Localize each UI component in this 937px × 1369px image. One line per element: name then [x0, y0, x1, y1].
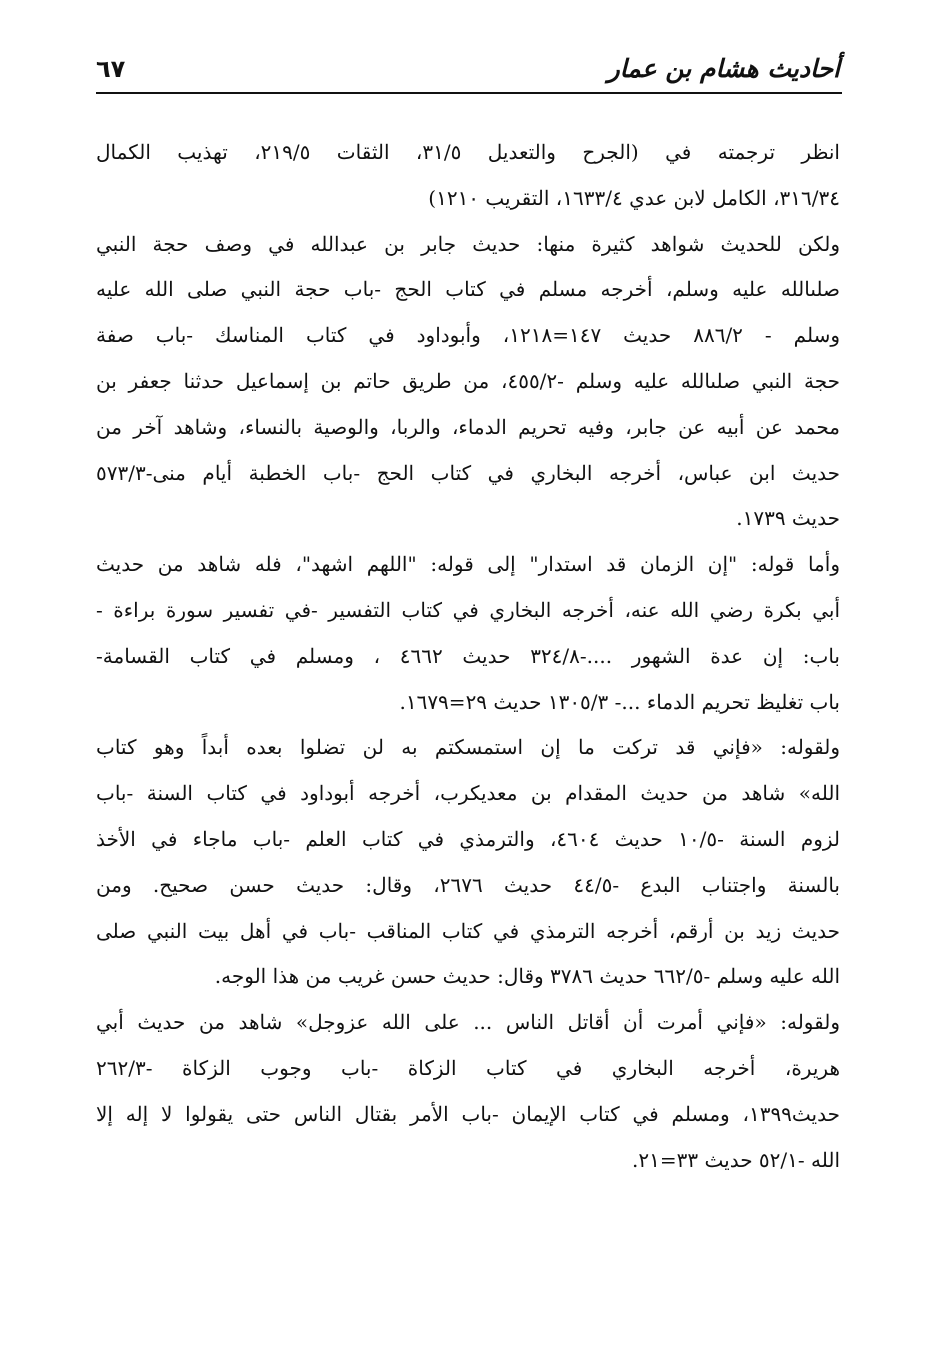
text-line: باب تغليظ تحريم الدماء ...- ١٣٠٥/٣ حديث ٢٩=١٦٧٩. — [399, 689, 840, 714]
text-line: بالسنة واجتناب البدع -٤٤/٥ حديث ٢٦٧٦، وقال: حديث حسن صحيح. ومن — [96, 872, 840, 897]
running-title: أحاديث هشام بن عمار — [607, 54, 840, 83]
text-line: الله عليه وسلم -٦٦٢/٥ حديث ٣٧٨٦ وقال: حديث حسن غريب من هذا الوجه. — [214, 964, 840, 989]
page-header — [96, 52, 840, 88]
text-line: ولكن للحديث شواهد كثيرة منها: حديث جابر بن عبدالله في وصف حجة النبي — [96, 231, 840, 256]
text-line: صلىالله عليه وسلم، أخرجه مسلم في كتاب الحج -باب حجة النبي صلى الله عليه — [96, 277, 840, 302]
body-text — [96, 130, 840, 1183]
text-line: حديث١٣٩٩، ومسلم في كتاب الإيمان -باب الأمر بقتال الناس حتى يقولوا لا إله إلا — [96, 1101, 840, 1126]
text-line: محمد عن أبيه عن جابر، وفيه تحريم الدماء، والربا، والوصية بالنساء، وشاهد آخر من — [96, 414, 840, 439]
text-line: الله» شاهد من حديث المقدام بن معديكرب، أخرجه أبوداود في كتاب السنة -باب — [96, 781, 840, 806]
text-line: حديث ابن عباس، أخرجه البخاري في كتاب الحج -باب الخطبة أيام منى-٥٧٣/٣ — [96, 460, 840, 485]
text-line: أبي بكرة رضي الله عنه، أخرجه البخاري في كتاب التفسير -في تفسير سورة براءة - — [96, 597, 840, 622]
text-line: حديث ١٧٣٩. — [736, 506, 840, 531]
text-line: باب: إن عدة الشهور ....-٣٢٤/٨ حديث ٤٦٦٢ ، ومسلم في كتاب القسامة- — [96, 643, 840, 668]
page-number: ٦٧ — [96, 55, 126, 83]
text-line: حجة النبي صلىالله عليه وسلم -٤٥٥/٢، من طريق حاتم بن إسماعيل حدثنا جعفر بن — [96, 368, 840, 393]
text-line: وأما قوله: "إن الزمان قد استدار" إلى قوله: "اللهم اشهد"، فله شاهد من حديث — [96, 552, 840, 577]
text-line: ولقوله: «فإني أمرت أن أقاتل الناس ... على الله عزوجل» شاهد من حديث أبي — [96, 1010, 840, 1035]
text-line: ٣١٦/٣٤، الكامل لابن عدي ١٦٣٣/٤، التقريب ١٢١٠) — [428, 185, 840, 210]
text-line: الله -٥٢/١ حديث ٣٣=٢١. — [632, 1147, 840, 1172]
text-line: لزوم السنة -١٠/٥ حديث ٤٦٠٤، والترمذي في كتاب العلم -باب ماجاء في الأخذ — [96, 826, 840, 851]
text-line: حديث زيد بن أرقم، أخرجه الترمذي في كتاب المناقب -باب في أهل بيت النبي صلى — [96, 918, 840, 943]
header-rule — [96, 92, 842, 94]
text-line: وسلم - ٨٨٦/٢ حديث ١٤٧=١٢١٨، وأبوداود في كتاب المناسك -باب صفة — [96, 323, 840, 348]
text-line: هريرة، أخرجه البخاري في كتاب الزكاة -باب وجوب الزكاة -٢٦٢/٣ — [96, 1055, 840, 1080]
text-line: ولقوله: «فإني قد تركت ما إن استمسكتم به لن تضلوا بعده أبداً وهو كتاب — [96, 735, 840, 760]
text-line: انظر ترجمته في (الجرح والتعديل ٣١/٥، الثقات ٢١٩/٥، تهذيب الكمال — [96, 140, 840, 164]
